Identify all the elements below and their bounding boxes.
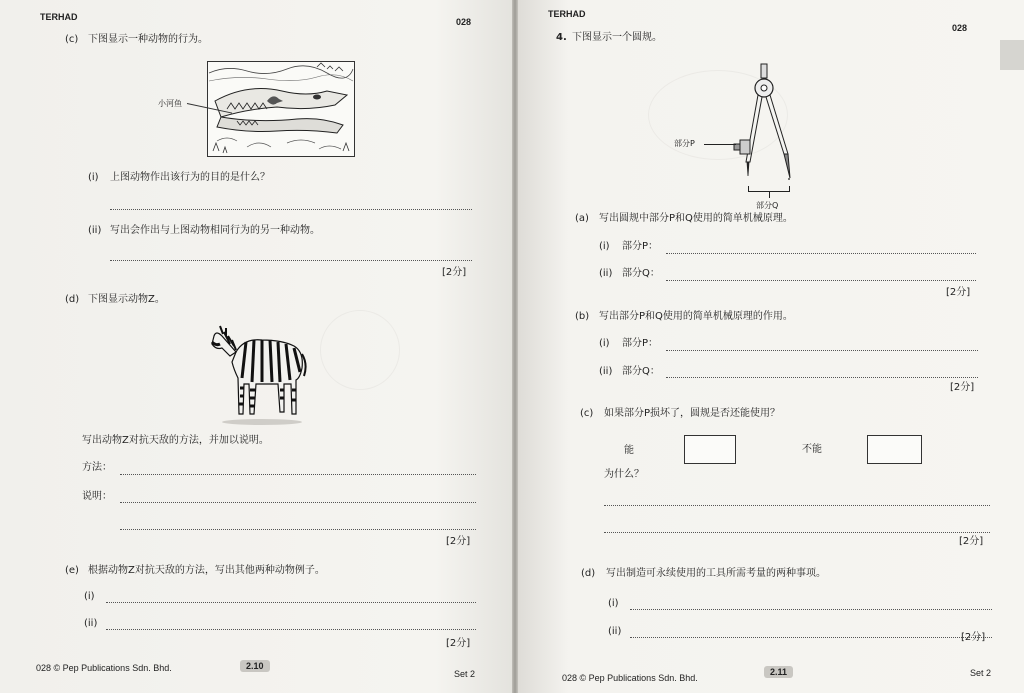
answer-line-b-ii[interactable] — [666, 377, 978, 378]
question-c-prompt: 下图显示一种动物的行为。 — [88, 34, 208, 45]
answer-line-d-method[interactable] — [120, 474, 476, 475]
question-d-prompt: 下图显示动物Z。 — [88, 294, 165, 305]
question-a-prompt: 写出圆规中部分P和Q使用的简单机械原理。 — [599, 213, 793, 224]
answer-line-d-explain-1[interactable] — [120, 502, 476, 503]
footer-set: Set 2 — [454, 669, 476, 679]
question-d-label: (d) — [65, 294, 80, 305]
question-e-prompt: 根据动物Z对抗天敌的方法，写出其他两种动物例子。 — [88, 565, 325, 576]
zebra-figure — [210, 322, 308, 426]
crocodile-figure — [207, 61, 355, 157]
answer-line-c-i[interactable] — [110, 209, 472, 210]
part-q-label: 部分Q — [756, 201, 779, 210]
question-b-i-number: (i) — [599, 338, 610, 349]
part-p-label: 部分P — [674, 139, 695, 148]
answer-line-e-i[interactable] — [106, 602, 476, 603]
checkbox-no[interactable] — [867, 435, 922, 464]
method-label: 方法： — [82, 462, 112, 473]
question-c-i-number: (i) — [88, 172, 99, 183]
footer-publisher: 028 © Pep Publications Sdn. Bhd. — [562, 673, 698, 683]
paper-code: 028 — [952, 23, 968, 33]
marks-e: [2分] — [446, 638, 471, 649]
question-c-label: (c) — [65, 34, 79, 45]
question-c-i-text: 上图动物作出该行为的目的是什么？ — [110, 172, 270, 183]
explanation-label: 说明： — [82, 491, 112, 502]
answer-line-e-ii[interactable] — [106, 629, 476, 630]
question-a-ii-number: (ii) — [599, 268, 613, 279]
question-d-prompt: 写出制造可永续使用的工具所需考量的两种事项。 — [606, 568, 826, 579]
marks-c: [2分] — [442, 267, 467, 278]
page-number: 2.11 — [764, 666, 793, 678]
question-d-i-number: (i) — [608, 598, 619, 609]
answer-line-d-ii[interactable] — [630, 637, 992, 638]
question-a-label: (a) — [575, 213, 589, 224]
figure-label-bird: 小河鱼 — [158, 99, 182, 108]
question-b-i-text: 部分P： — [622, 338, 659, 349]
question-b-ii-text: 部分Q： — [622, 366, 660, 377]
question-a-ii-text: 部分Q： — [622, 268, 660, 279]
question-c-ii-number: (ii) — [88, 225, 102, 236]
answer-line-a-i[interactable] — [666, 253, 976, 254]
question-4-prompt: 下图显示一个圆规。 — [572, 32, 662, 43]
compass-illustration — [728, 62, 804, 192]
part-p-pointer — [704, 144, 736, 145]
zebra-illustration — [210, 322, 308, 426]
option-no-label: 不能 — [802, 444, 822, 455]
question-c-prompt: 如果部分P损坏了，圆规是否还能使用？ — [604, 408, 781, 419]
answer-line-c-1[interactable] — [604, 505, 990, 506]
question-d-label: (d) — [581, 568, 596, 579]
checkbox-yes[interactable] — [684, 435, 736, 464]
compass-figure — [728, 62, 804, 192]
question-c-ii-text: 写出会作出与上图动物相同行为的另一种动物。 — [110, 225, 320, 236]
option-yes-label: 能 — [624, 445, 634, 456]
page-tab — [1000, 40, 1024, 70]
question-c-label: (c) — [580, 408, 594, 419]
restricted-header: TERHAD — [548, 9, 586, 19]
restricted-header: TERHAD — [40, 12, 78, 22]
question-a-i-number: (i) — [599, 241, 610, 252]
question-b-ii-number: (ii) — [599, 366, 613, 377]
crocodile-bird-illustration — [207, 61, 355, 157]
page-number: 2.10 — [240, 660, 270, 672]
question-e-ii-number: (ii) — [84, 618, 98, 629]
answer-line-a-ii[interactable] — [666, 280, 976, 281]
question-a-i-text: 部分P： — [622, 241, 659, 252]
question-d-ii-number: (ii) — [608, 626, 622, 637]
marks-c: [2分] — [959, 536, 984, 547]
paper-code: 028 — [456, 17, 472, 27]
question-e-label: (e) — [65, 565, 79, 576]
answer-line-c-2[interactable] — [604, 532, 990, 533]
marks-d: [2分] — [961, 632, 986, 643]
question-4-label: 4. — [556, 32, 567, 43]
answer-line-d-i[interactable] — [630, 609, 992, 610]
right-page — [518, 0, 1024, 693]
marks-a: [2分] — [946, 287, 971, 298]
marks-d: [2分] — [446, 536, 471, 547]
footer-publisher: 028 © Pep Publications Sdn. Bhd. — [36, 663, 172, 673]
question-c-why: 为什么？ — [604, 469, 644, 480]
answer-line-c-ii[interactable] — [110, 260, 472, 261]
question-b-label: (b) — [575, 311, 590, 322]
question-d-instruction: 写出动物Z对抗天敌的方法，并加以说明。 — [82, 435, 269, 446]
marks-b: [2分] — [950, 382, 975, 393]
question-b-prompt: 写出部分P和Q使用的简单机械原理的作用。 — [599, 311, 793, 322]
footer-set: Set 2 — [970, 668, 992, 678]
answer-line-d-explain-2[interactable] — [120, 529, 476, 530]
part-q-pointer — [769, 192, 770, 198]
answer-line-b-i[interactable] — [666, 350, 978, 351]
question-e-i-number: (i) — [84, 591, 95, 602]
